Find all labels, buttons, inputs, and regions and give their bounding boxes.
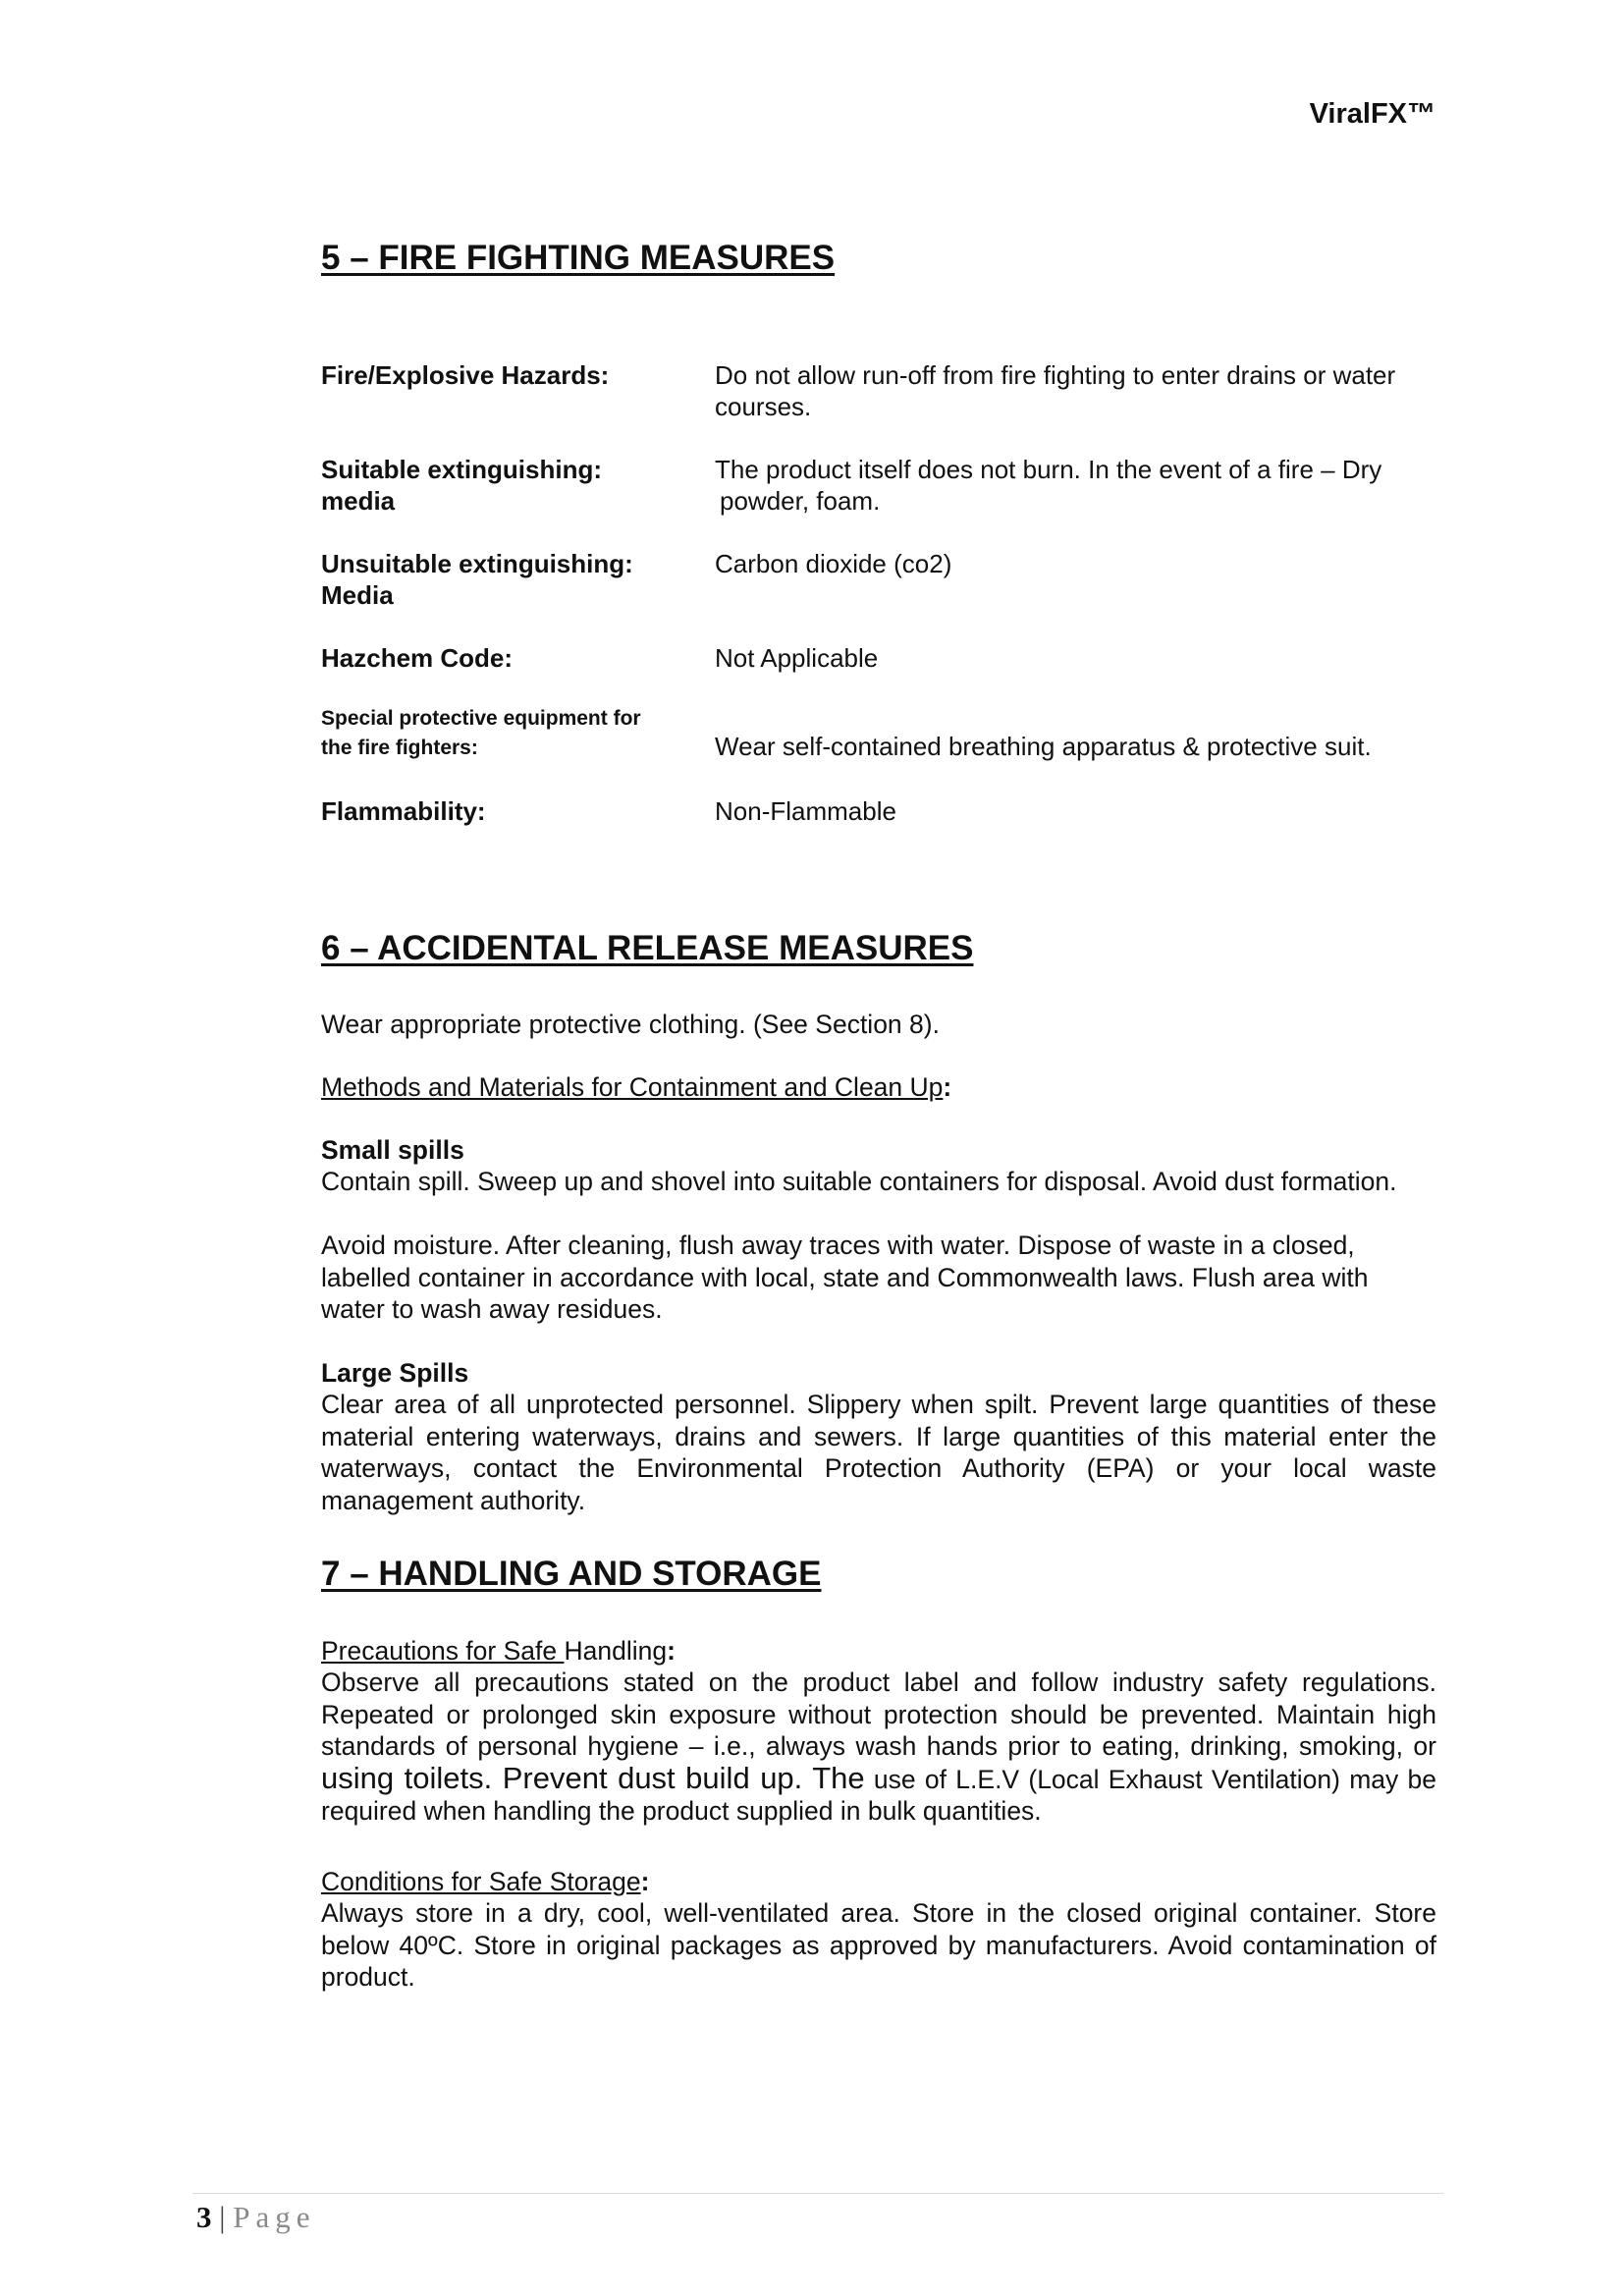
label-line-2: Media [321, 580, 394, 610]
brand-header: ViralFX™ [1309, 98, 1435, 130]
value-unsuitable-extinguishing: Carbon dioxide (co2) [715, 549, 952, 578]
page-word: Page [233, 2200, 316, 2234]
section-7-heading: 7 – HANDLING AND STORAGE [321, 1555, 822, 1593]
conditions-colon: : [640, 1867, 650, 1896]
methods-materials-label [321, 1071, 1436, 1104]
footer-divider [192, 2193, 1443, 2194]
precautions-handling-paragraph [321, 1667, 1436, 1828]
value-line-2: powder, foam. [720, 486, 881, 516]
value-special-protective-equipment: Wear self-contained breathing apparatus & protective suit. [715, 732, 1372, 761]
conditions-storage-paragraph: Always store in a dry, cool, well-ventilated area. Store in the closed original container. Store below 40ºC. Store in original packages as approved by manufacturers. Avoid contamination of product. [321, 1898, 1436, 1992]
methods-colon: : [943, 1072, 952, 1102]
label-line-1: Special protective equipment for [321, 707, 641, 730]
section-5-heading: 5 – FIRE FIGHTING MEASURES [321, 239, 836, 277]
label-special-protective-equipment [321, 704, 694, 763]
handling-text-b: use of L.E.V (Local Exhaust Ventilation) may be required when handling the product supplied in bulk quantities. [321, 1764, 1437, 1826]
label-line-1: Unsuitable extinguishing: [321, 549, 633, 578]
value-line-1: The product itself does not burn. In the event of a fire – Dry [715, 455, 1382, 484]
handling-text-a: Observe all precautions stated on the product label and follow industry safety regulations. Repeated or prolonged skin exposure without protection should be prevented. Maintain high standards of personal hygiene – i.e., always wash hands prior to eating, drinking, smoking, or [321, 1667, 1436, 1761]
conditions-storage-text: Conditions for Safe Storage [321, 1867, 641, 1896]
section-6-heading: 6 – ACCIDENTAL RELEASE MEASURES [321, 929, 974, 967]
footer-separator: | [219, 2200, 226, 2234]
conditions-storage-label [321, 1866, 1436, 1898]
small-spills-paragraph-2: Avoid moisture. After cleaning, flush away traces with water. Dispose of waste in a closed, labelled container in accordance with local, state and Commonwealth laws. Flush area with water to wash away residues. [321, 1230, 1369, 1324]
label-line-1: Suitable extinguishing: [321, 455, 603, 484]
value-hazchem-code: Not Applicable [715, 643, 879, 673]
large-spills-paragraph: Clear area of all unprotected personnel. Slippery when spilt. Prevent large quantities of these material entering waterways, drains and sewers. If large quantities of this material enter the waterways, contact the Environmental Protection Authority (EPA) or your local waste management authority. [321, 1390, 1436, 1515]
precautions-handling-label [321, 1635, 1436, 1667]
label-line-2: the fire fighters: [321, 737, 478, 759]
precautions-colon: : [667, 1636, 676, 1666]
value-suitable-extinguishing [715, 454, 1436, 517]
page-footer [196, 2200, 315, 2235]
handling-text-large: using toilets. Prevent dust build up. The [321, 1760, 865, 1795]
label-line-2: media [321, 486, 396, 516]
page-number: 3 [196, 2200, 212, 2234]
label-flammability: Flammability: [321, 796, 486, 826]
large-spills-title: Large Spills [321, 1358, 469, 1388]
label-unsuitable-extinguishing [321, 548, 694, 611]
value-flammability: Non-Flammable [715, 796, 896, 826]
value-fire-explosive-hazards: Do not allow run-off from fire fighting to enter drains or water courses. [715, 360, 1396, 421]
label-suitable-extinguishing [321, 454, 694, 517]
small-spills-title: Small spills [321, 1135, 464, 1165]
label-fire-explosive-hazards: Fire/Explosive Hazards: [321, 360, 610, 390]
section-6-intro: Wear appropriate protective clothing. (See Section 8). [321, 1010, 940, 1039]
precautions-text-underlined: Precautions for Safe [321, 1636, 565, 1666]
precautions-text-rest: Handling [564, 1636, 668, 1666]
small-spills-paragraph-1: Contain spill. Sweep up and shovel into suitable containers for disposal. Avoid dust formation. [321, 1167, 1397, 1196]
label-hazchem-code: Hazchem Code: [321, 643, 514, 673]
methods-materials-text: Methods and Materials for Containment and Clean Up [321, 1072, 944, 1102]
